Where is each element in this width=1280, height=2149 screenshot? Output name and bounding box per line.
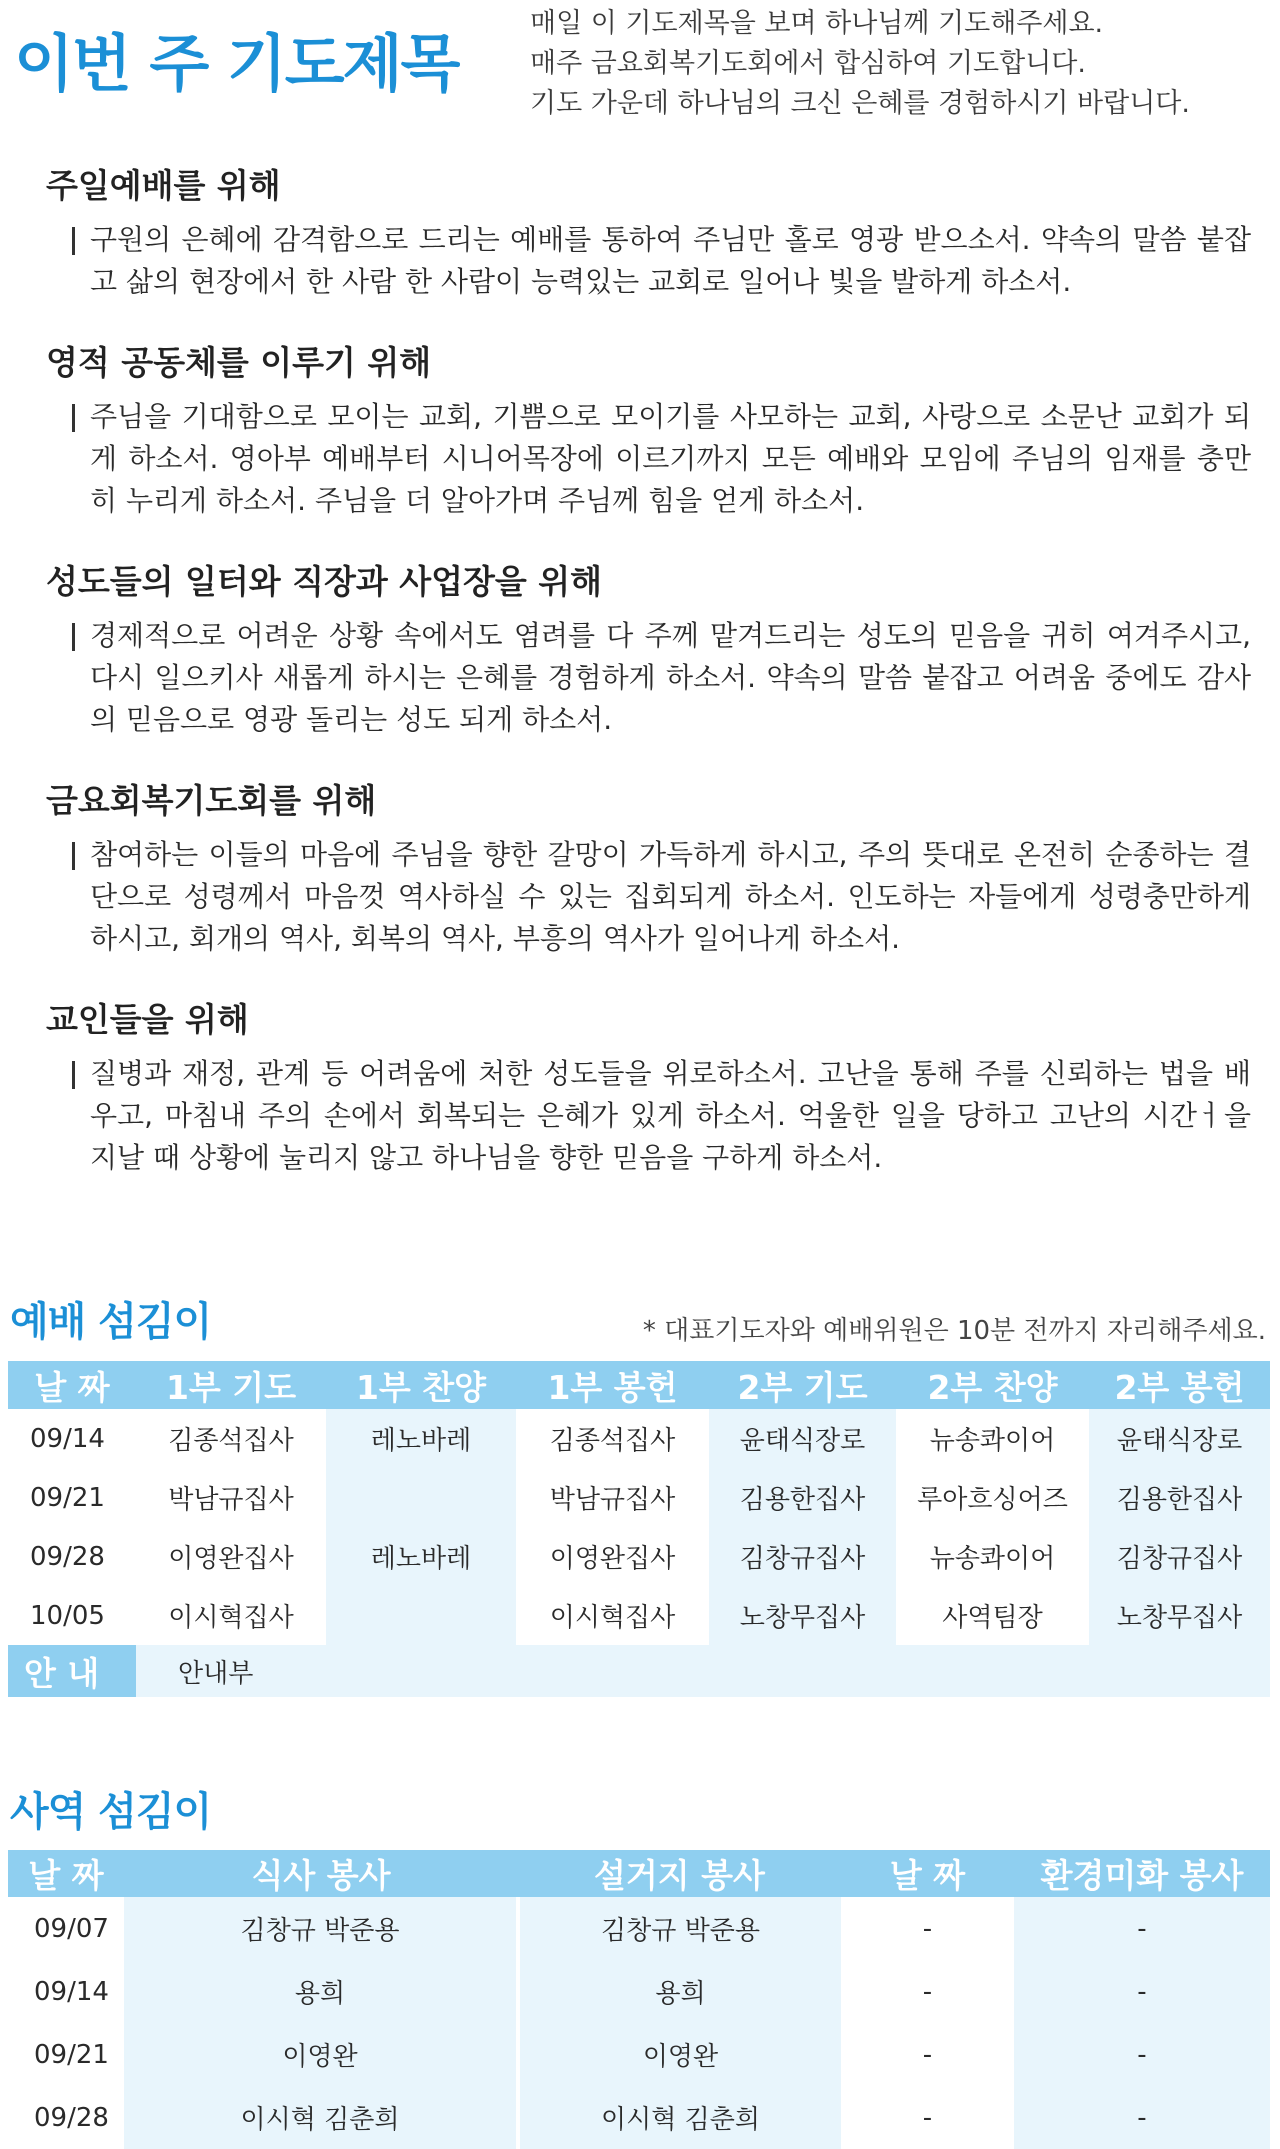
table-cell: 이영완 xyxy=(518,2023,841,2086)
table-cell: 09/07 xyxy=(8,1897,124,1960)
prayer-item xyxy=(46,994,1251,1179)
column-header: 2부 봉헌 xyxy=(1089,1361,1270,1409)
worship-note: * 대표기도자와 예배위원은 10분 전까지 자리해주세요. xyxy=(642,1316,1266,1346)
ministry-section-title: 사역 섬김이 xyxy=(10,1789,212,1835)
table-cell: 뉴송콰이어 xyxy=(929,1426,1056,1456)
intro-text xyxy=(530,4,1190,124)
table-cell: 김종석집사 xyxy=(549,1426,676,1456)
table-cell: 이시혁집사 xyxy=(168,1603,294,1633)
prayer-heading: 주일예배를 위해 xyxy=(46,166,281,205)
column-header: 2부 기도 xyxy=(709,1361,896,1409)
column-header: 1부 봉헌 xyxy=(516,1361,709,1409)
table-cell: - xyxy=(841,1960,1014,2023)
prayer-body: 주님을 기대함으로 모이는 교회, 기쁨으로 모이기를 사모하는 교회, 사랑으로 소문난 교회가 되게 하소서. 영아부 예배부터 시니어목장에 이르기까지 모든 예배와 모임에 주님의 임재를 충만히 누리게 하소서. 주님을 더 알아가며 주님께 힘을 얻게 하소서. xyxy=(46,396,1251,522)
table-cell: 09/28 xyxy=(30,1541,105,1572)
column-header: 환경미화 봉사 xyxy=(1014,1850,1270,1897)
worship-section-title: 예배 섬김이 xyxy=(10,1299,212,1345)
prayer-heading: 성도들의 일터와 직장과 사업장을 위해 xyxy=(46,562,603,601)
prayer-body: 구원의 은혜에 감격함으로 드리는 예배를 통하여 주님만 홀로 영광 받으소서. 약속의 말씀 붙잡고 삶의 현장에서 한 사람 한 사람이 능력있는 교회로 일어나 빛을 발하게 하소서. xyxy=(46,219,1251,303)
table-row xyxy=(8,1586,1270,1645)
table-cell: 09/21 xyxy=(8,2023,124,2086)
prayer-body: 질병과 재정, 관계 등 어려움에 처한 성도들을 위로하소서. 고난을 통해 주를 신뢰하는 법을 배우고, 마침내 주의 손에서 회복되는 은혜가 있게 하소서. 억울한 일을 당하고 고난의 시간ㅓ을 지날 때 상황에 눌리지 않고 하나님을 향한 믿음을 구하게 하소서. xyxy=(46,1053,1251,1179)
table-cell: 09/14 xyxy=(30,1423,105,1454)
table-cell: 김창규집사 xyxy=(709,1527,896,1586)
guide-row xyxy=(8,1645,1270,1697)
table-cell: 09/28 xyxy=(8,2086,124,2149)
table-row xyxy=(8,1409,1270,1468)
table-cell: 윤태식장로 xyxy=(1089,1409,1270,1468)
table-row xyxy=(8,1527,1270,1586)
table-cell: 김용한집사 xyxy=(1089,1468,1270,1527)
prayer-list xyxy=(46,160,1251,1213)
column-header: 날 짜 xyxy=(8,1850,124,1897)
column-header: 2부 찬양 xyxy=(896,1361,1089,1409)
prayer-heading: 교인들을 위해 xyxy=(46,1000,249,1039)
page-title: 이번 주 기도제목 xyxy=(14,27,459,100)
table-cell: 노창무집사 xyxy=(709,1586,896,1645)
table-row xyxy=(8,1897,1270,1960)
table-cell: - xyxy=(1014,1897,1270,1960)
prayer-item xyxy=(46,337,1251,522)
column-header: 식사 봉사 xyxy=(124,1850,518,1897)
table-cell: 이영완집사 xyxy=(168,1544,294,1574)
intro-line: 매일 이 기도제목을 보며 하나님께 기도해주세요. xyxy=(530,8,1104,39)
column-header: 1부 기도 xyxy=(136,1361,326,1409)
table-cell: 노창무집사 xyxy=(1089,1586,1270,1645)
guide-value: 안내부 xyxy=(136,1645,1270,1697)
prayer-body: 참여하는 이들의 마음에 주님을 향한 갈망이 가득하게 하시고, 주의 뜻대로 온전히 순종하는 결단으로 성령께서 마음껏 역사하실 수 있는 집회되게 하소서. 인도하는 자들에게 성령충만하게 하시고, 회개의 역사, 회복의 역사, 부흥의 역사가 일어나게 하소서. xyxy=(46,834,1251,960)
prayer-item xyxy=(46,160,1251,303)
prayer-heading: 금요회복기도회를 위해 xyxy=(46,781,377,820)
table-cell: - xyxy=(841,1897,1014,1960)
prayer-heading: 영적 공동체를 이루기 위해 xyxy=(46,343,432,382)
table-cell: 용희 xyxy=(518,1960,841,2023)
table-cell: 용희 xyxy=(124,1960,518,2023)
table-cell xyxy=(326,1468,516,1527)
table-cell: 이영완 xyxy=(124,2023,518,2086)
table-cell: 레노바레 xyxy=(326,1527,516,1586)
table-cell: 09/21 xyxy=(30,1482,105,1513)
table-row xyxy=(8,2023,1270,2086)
table-row xyxy=(8,2086,1270,2149)
prayer-body: 경제적으로 어려운 상황 속에서도 염려를 다 주께 맡겨드리는 성도의 믿음을 귀히 여겨주시고, 다시 일으키사 새롭게 하시는 은혜를 경험하게 하소서. 약속의 말씀 붙잡고 어려움 중에도 감사의 믿음으로 영광 돌리는 성도 되게 하소서. xyxy=(46,615,1251,741)
table-cell: 사역팀장 xyxy=(942,1603,1043,1633)
table-cell: 박남규집사 xyxy=(168,1485,294,1515)
table-cell: 이영완집사 xyxy=(549,1544,676,1574)
table-cell: - xyxy=(841,2023,1014,2086)
table-cell: 이시혁집사 xyxy=(549,1603,676,1633)
table-cell xyxy=(326,1586,516,1645)
table-cell: 레노바레 xyxy=(326,1409,516,1468)
column-header: 설거지 봉사 xyxy=(518,1850,841,1897)
table-cell: 뉴송콰이어 xyxy=(929,1544,1056,1574)
table-row xyxy=(8,1468,1270,1527)
ministry-table xyxy=(8,1850,1272,2149)
table-cell: 09/14 xyxy=(8,1960,124,2023)
table-cell: 이시혁 김춘희 xyxy=(518,2086,841,2149)
table-cell: 박남규집사 xyxy=(549,1485,676,1515)
table-cell: 윤태식장로 xyxy=(709,1409,896,1468)
intro-line: 기도 가운데 하나님의 크신 은혜를 경험하시기 바랍니다. xyxy=(530,88,1190,119)
table-cell: 김창규 박준용 xyxy=(124,1897,518,1960)
table-cell: 김종석집사 xyxy=(168,1426,294,1456)
column-header: 날 짜 xyxy=(841,1850,1014,1897)
column-header: 날 짜 xyxy=(8,1361,136,1409)
table-cell: 김창규 박준용 xyxy=(518,1897,841,1960)
table-cell: - xyxy=(841,2086,1014,2149)
table-cell: - xyxy=(1014,1960,1270,2023)
table-cell: 이시혁 김춘희 xyxy=(124,2086,518,2149)
table-cell: 10/05 xyxy=(30,1600,105,1631)
table-cell: 김용한집사 xyxy=(709,1468,896,1527)
prayer-item xyxy=(46,556,1251,741)
table-cell: 김창규집사 xyxy=(1089,1527,1270,1586)
table-cell: 루아흐싱어즈 xyxy=(917,1485,1068,1515)
table-header-row xyxy=(8,1361,1270,1409)
worship-table xyxy=(8,1361,1270,1697)
page-header xyxy=(0,0,1280,130)
column-header: 1부 찬양 xyxy=(326,1361,516,1409)
prayer-item xyxy=(46,775,1251,960)
intro-line: 매주 금요회복기도회에서 합심하여 기도합니다. xyxy=(530,48,1086,79)
table-header-row xyxy=(8,1850,1270,1897)
table-row xyxy=(8,1960,1270,2023)
guide-label: 안 내 xyxy=(8,1645,136,1697)
table-cell: - xyxy=(1014,2023,1270,2086)
table-cell: - xyxy=(1014,2086,1270,2149)
